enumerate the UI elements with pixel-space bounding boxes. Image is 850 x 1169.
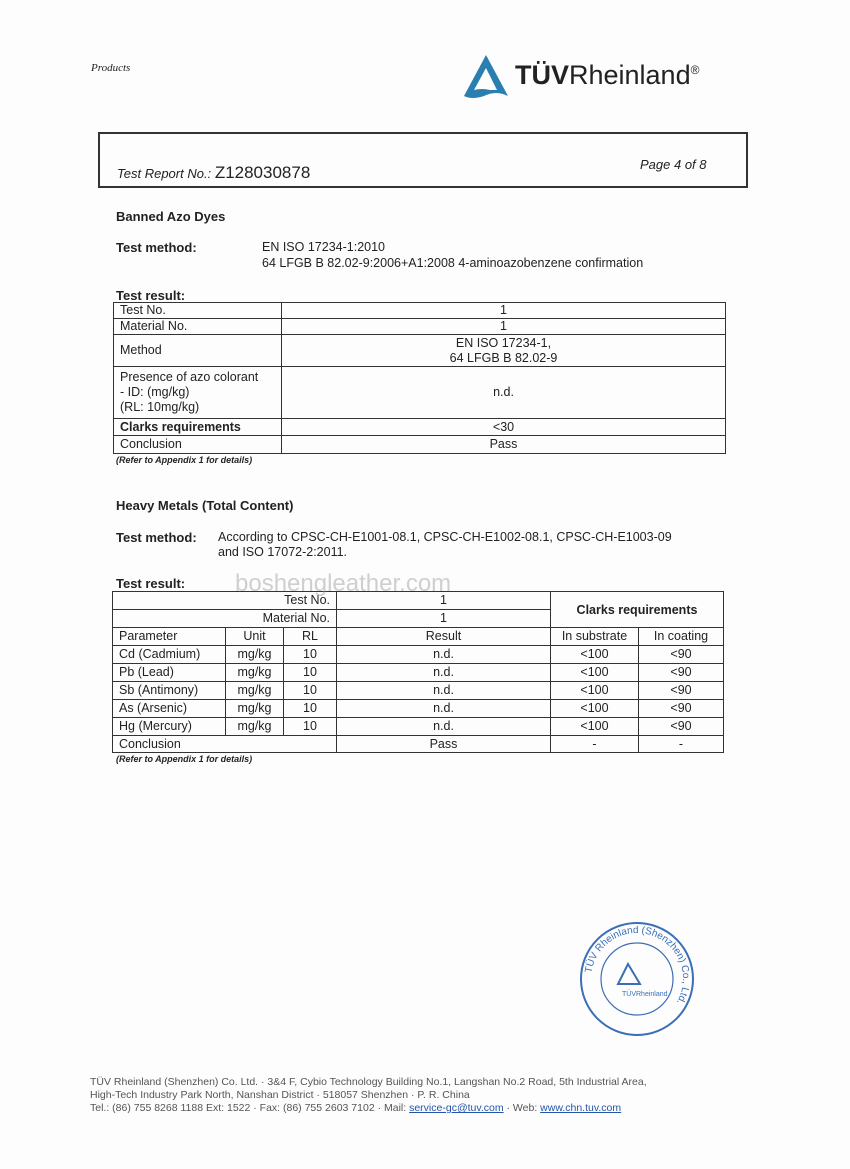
metal-cell: As (Arsenic)	[113, 700, 226, 718]
metal-cell: Sb (Antimony)	[113, 682, 226, 700]
metal-row	[113, 700, 724, 718]
metal-cell: n.d.	[337, 646, 551, 664]
azo-note: (Refer to Appendix 1 for details)	[116, 455, 253, 465]
metal-cell: Cd (Cadmium)	[113, 646, 226, 664]
web-link[interactable]: www.chn.tuv.com	[540, 1102, 622, 1114]
metal-cell: <100	[551, 664, 639, 682]
metal-cell: <100	[551, 718, 639, 736]
metal-cell: <100	[551, 646, 639, 664]
metal-cell: <90	[639, 646, 724, 664]
company-stamp-icon	[578, 920, 696, 1038]
metal-cell: mg/kg	[226, 700, 284, 718]
metal-cell: n.d.	[337, 700, 551, 718]
tuv-logo-icon	[460, 52, 512, 102]
metal-cell: n.d.	[337, 718, 551, 736]
metal-row	[113, 664, 724, 682]
metals-method-label: Test method:	[116, 530, 197, 545]
metal-cell: mg/kg	[226, 646, 284, 664]
metal-cell: 10	[284, 664, 337, 682]
metal-cell: n.d.	[337, 682, 551, 700]
metal-cell: <90	[639, 682, 724, 700]
page-number: Page 4 of 8	[640, 157, 707, 172]
metals-note: (Refer to Appendix 1 for details)	[116, 754, 253, 764]
metal-row	[113, 718, 724, 736]
footer: TÜV Rheinland (Shenzhen) Co. Ltd. · 3&4 F, Cybio Technology Building No.1, Langshan No.2 Road, 5th Industrial Area, High-Tech Industry Park North, Nanshan District · 518057 Shenzhen · P. R. China Tel.: (86) 755 8268 1188 Ext: 1522 · Fax: (86) 755 2603 7102 · Mail: service-gc@tuv.com · Web: www.chn.tuv.com	[90, 1076, 647, 1114]
metal-cell: 10	[284, 682, 337, 700]
azo-table: Test No. 1 Material No. 1 Method EN ISO 17234-1, 64 LFGB B 82.02-9 Presence of azo colorant - ID: (mg/kg) (RL: 10mg/kg) n.d. Clarks requirements <30 Conclusion Pass	[113, 302, 726, 454]
metal-cell: mg/kg	[226, 682, 284, 700]
report-number: Test Report No.: Z128030878	[117, 163, 311, 182]
azo-method-label: Test method:	[116, 240, 197, 255]
metal-cell: Pb (Lead)	[113, 664, 226, 682]
metal-cell: 10	[284, 700, 337, 718]
metal-cell: <90	[639, 700, 724, 718]
svg-text:TÜV Rheinland (Shenzhen) Co.,: TÜV Rheinland (Shenzhen) Co., Ltd.	[583, 924, 692, 1007]
metals-result-label: Test result:	[116, 576, 186, 591]
mail-link[interactable]: service-gc@tuv.com	[409, 1102, 504, 1114]
metal-cell: mg/kg	[226, 664, 284, 682]
metal-cell: <90	[639, 718, 724, 736]
metals-method-2: and ISO 17072-2:2011.	[218, 545, 348, 559]
metal-cell: <90	[639, 664, 724, 682]
metal-row	[113, 682, 724, 700]
products-label: Products	[91, 62, 131, 74]
metal-cell: 10	[284, 718, 337, 736]
metals-title: Heavy Metals (Total Content)	[116, 498, 294, 513]
metal-cell: 10	[284, 646, 337, 664]
metal-cell: Hg (Mercury)	[113, 718, 226, 736]
metal-row	[113, 646, 724, 664]
azo-result-label: Test result:	[116, 288, 186, 303]
metal-cell: <100	[551, 700, 639, 718]
metal-cell: mg/kg	[226, 718, 284, 736]
svg-text:TÜVRheinland: TÜVRheinland	[622, 991, 668, 998]
azo-method-2: 64 LFGB B 82.02-9:2006+A1:2008 4-aminoazobenzene confirmation	[262, 256, 644, 270]
metals-table: Test No. 1 Clarks requirements Material No. 1 Parameter Unit RL Result In substrate In coating Cd (Cadmium) mg/kg 10 n.d. <100 <90 Pb (Lead) mg/kg 10 n.d. <100 <90 Sb (Antimony) mg/kg 10 n.d. <100 <90 As (Arsenic) mg/kg 10 n.d. <100 <90 Hg (Mercury) mg/kg 10 n.d. <100 <90 Conclusion Pass - -	[112, 591, 724, 753]
tuv-logo-text: TÜVRheinland®	[515, 60, 700, 90]
azo-title: Banned Azo Dyes	[116, 209, 226, 224]
azo-method-1: EN ISO 17234-1:2010	[262, 240, 385, 254]
watermark: boshengleather.com	[235, 570, 452, 597]
metals-method-1: According to CPSC-CH-E1001-08.1, CPSC-CH-E1002-08.1, CPSC-CH-E1003-09	[218, 530, 672, 544]
metal-cell: <100	[551, 682, 639, 700]
metal-cell: n.d.	[337, 664, 551, 682]
